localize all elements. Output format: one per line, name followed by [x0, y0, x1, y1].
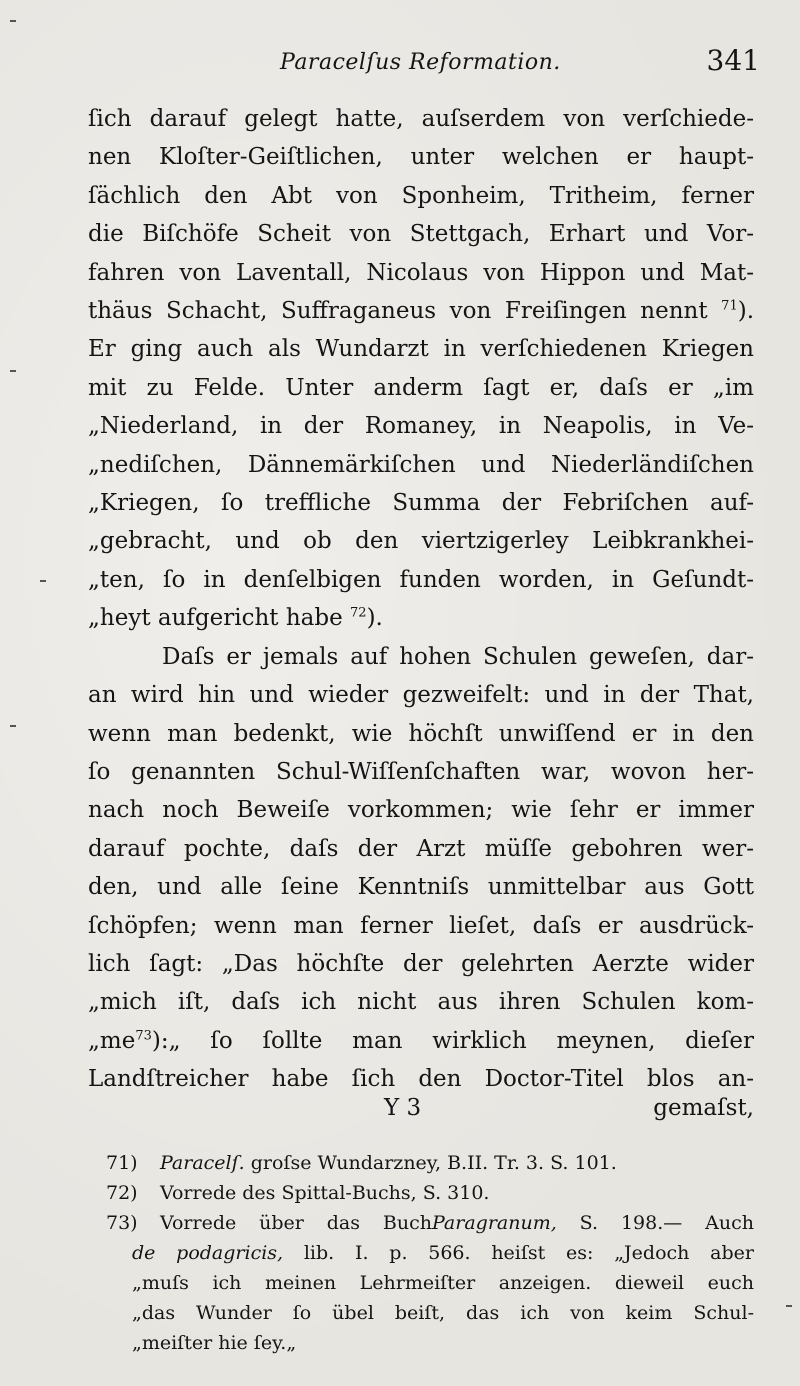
margin-speck	[10, 725, 16, 727]
text-line: Landſtreicher habe ſich den Doctor-Titel blos an-	[88, 1066, 754, 1093]
text-line: an wird hin und wieder gezweifelt: und in der That,	[88, 682, 754, 709]
text-line: nach noch Beweiſe vorkommen; wie ſehr er immer	[88, 797, 754, 824]
text-fragment: ):„ ſo ſollte man wirklich meynen, dieſer	[151, 1027, 754, 1054]
footnote-73	[106, 1208, 754, 1238]
footnote-text: groſse Wundarzney, B.II. Tr. 3. S. 101.	[250, 1152, 617, 1174]
text-line: „Niederland, in der Romaney, in Neapolis, in Ve-	[88, 413, 754, 440]
footnote-72	[106, 1178, 754, 1208]
footnote-text: Vorrede über das Buch	[160, 1212, 432, 1234]
text-line: ſo genannten Schul-Wiſſenſchaften war, wovon her-	[88, 758, 754, 785]
text-line-with-note	[88, 292, 754, 330]
footnote-73-line: „muſs ich meinen Lehrmeiſter anzeigen. dieweil euch	[132, 1272, 754, 1294]
footnote-source: Paragranum,	[431, 1212, 557, 1234]
text-line: nen Kloſter-Geiſtlichen, unter welchen er haupt-	[88, 144, 754, 171]
text-line: ſich darauf gelegt hatte, auſserdem von verſchiede-	[88, 106, 754, 132]
footnote-text: S. 198.— Auch	[579, 1212, 754, 1234]
footnote-source: de podagricis,	[132, 1242, 284, 1264]
main-text	[88, 100, 754, 1099]
footnote-73-line: „meiſter hie ſey.„	[132, 1332, 297, 1354]
text-line: den, und alle ſeine Kenntniſs unmittelbar aus Gott	[88, 874, 754, 901]
footnote-71	[106, 1148, 754, 1178]
signature-mark: Y 3	[384, 1095, 422, 1121]
paragraph-start: Daſs er jemals auf hohen Schulen geweſen, dar-	[162, 643, 754, 670]
footnotes	[106, 1148, 754, 1358]
text-fragment: „heyt aufgericht habe	[88, 605, 343, 632]
running-title: Paracelſus Reformation.	[280, 50, 561, 75]
text-line: „ten, ſo in denſelbigen funden worden, in Geſundt-	[88, 566, 754, 593]
text-line: die Biſchöfe Scheit von Stettgach, Erhart und Vor-	[88, 221, 754, 248]
text-line: „Kriegen, ſo treffliche Summa der Febriſchen auf-	[88, 490, 754, 517]
text-line: darauf pochte, daſs der Arzt müſſe gebohren wer-	[88, 835, 754, 862]
footnote-ref-71: 71	[721, 298, 738, 314]
footnote-source: Paracelſ.	[160, 1152, 245, 1174]
text-fragment: thäus Schacht, Suffraganeus von Freiſingen nennt	[88, 298, 708, 325]
footnote-text: Vorrede des Spittal-Buchs, S. 310.	[160, 1182, 490, 1204]
text-line: lich ſagt: „Das höchſte der gelehrten Aerzte wider	[88, 950, 754, 977]
catchword: gemaſst,	[653, 1095, 754, 1121]
page-number: 341	[706, 44, 760, 77]
footnote-number: 73)	[106, 1212, 138, 1234]
page-footer	[88, 1095, 754, 1133]
footnote-number: 71)	[106, 1152, 138, 1174]
text-line: mit zu Felde. Unter anderm ſagt er, daſs er „im	[88, 374, 754, 401]
footnote-ref-73: 73	[135, 1028, 152, 1044]
margin-speck	[10, 20, 16, 22]
footnote-text: lib. I. p. 566. heiſst es: „Jedoch aber	[303, 1242, 754, 1264]
text-line: ſchöpfen; wenn man ferner lieſet, daſs er ausdrück-	[88, 912, 754, 939]
text-line: „mich iſt, daſs ich nicht aus ihren Schulen kom-	[88, 989, 754, 1016]
text-line: wenn man bedenkt, wie höchſt unwiſſend er in den	[88, 720, 754, 747]
footnote-number: 72)	[106, 1182, 138, 1204]
footnote-73-line: „das Wunder ſo übel beiſt, das ich von keim Schul-	[132, 1302, 754, 1324]
margin-speck	[10, 370, 16, 372]
text-line-with-note	[88, 1022, 754, 1060]
footnote-73-line	[106, 1238, 754, 1268]
text-line: Er ging auch als Wundarzt in verſchiedenen Kriegen	[88, 336, 754, 363]
text-fragment: „me	[88, 1027, 136, 1054]
margin-speck	[40, 580, 46, 582]
footnote-ref-72: 72	[350, 605, 367, 621]
text-line-with-note	[88, 599, 754, 637]
text-line: „nediſchen, Dännemärkiſchen und Niederländiſchen	[88, 451, 754, 478]
text-fragment: ).	[737, 298, 755, 325]
text-line: ſächlich den Abt von Sponheim, Tritheim, ferner	[88, 182, 754, 209]
text-fragment: ).	[366, 605, 383, 632]
text-line: fahren von Laventall, Nicolaus von Hippon und Mat-	[88, 259, 754, 286]
margin-speck	[786, 1305, 792, 1307]
page-header	[90, 44, 760, 84]
text-line: „gebracht, und ob den viertzigerley Leibkrankhei-	[88, 528, 754, 555]
